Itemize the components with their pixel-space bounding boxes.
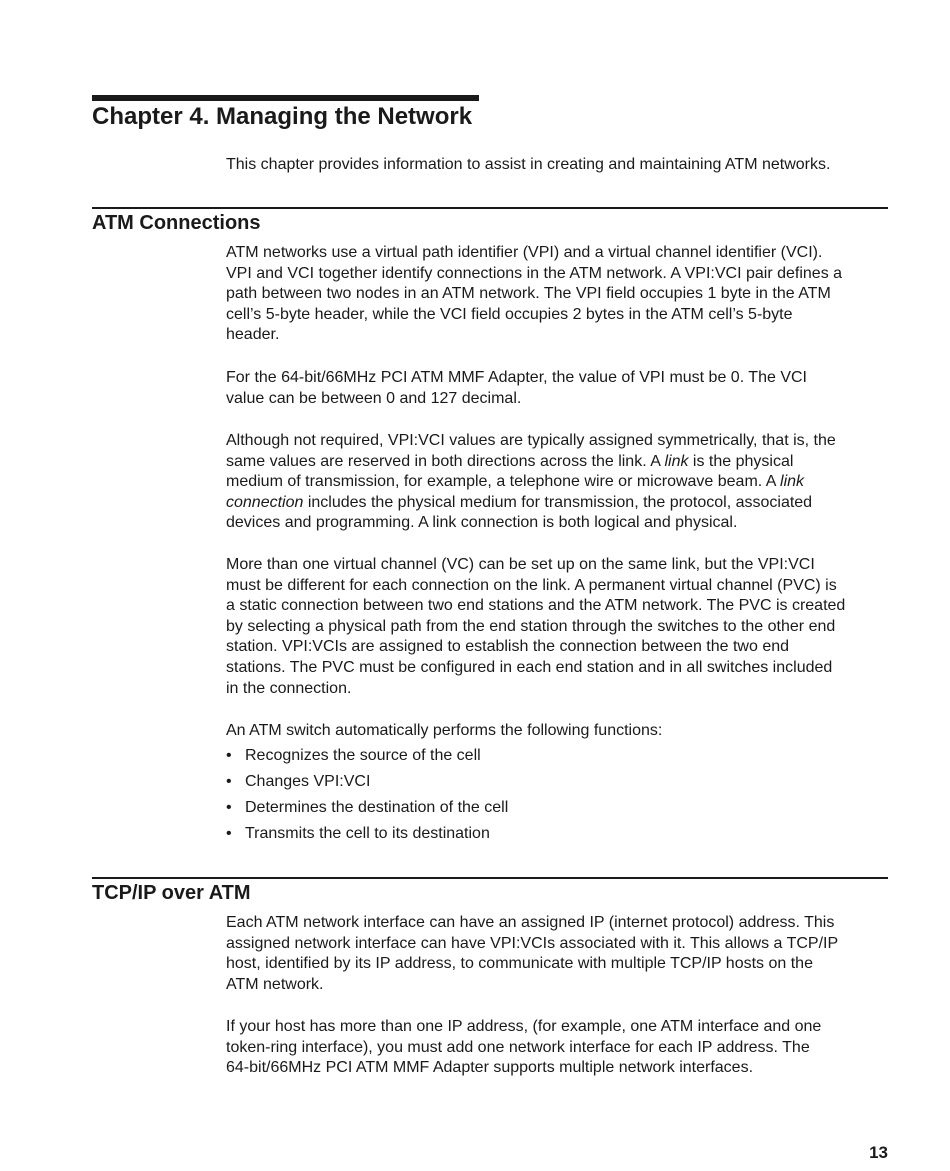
- list-item: [226, 772, 508, 798]
- text-line: stations. The PVC must be configured in each end station and in all switches included: [226, 658, 833, 676]
- tcpip-paragraph-1: [226, 913, 890, 995]
- text-line: VPI and VCI together identify connections in the ATM network. A VPI:VCI pair defines a: [226, 264, 843, 282]
- atm-connections-paragraph-2: [226, 368, 890, 409]
- text-line: by selecting a physical path from the end station through the switches to the other end: [226, 617, 836, 635]
- text-run: includes the physical medium for transmission, the protocol, associated: [303, 493, 813, 511]
- term-link-connection-part-1: link: [780, 473, 805, 491]
- text-line: If your host has more than one IP address, (for example, one ATM interface and one: [226, 1018, 822, 1035]
- page-number: 13: [869, 1143, 888, 1162]
- section-title-atm-connections: ATM Connections: [92, 212, 261, 234]
- atm-switch-functions-intro: [226, 721, 890, 742]
- list-item: [226, 824, 508, 850]
- text-line: station. VPI:VCIs are assigned to establish the connection between the two end: [226, 638, 790, 656]
- tcpip-paragraph-2: [226, 1017, 890, 1079]
- bullet-icon: •: [226, 825, 232, 842]
- term-link: link: [664, 452, 689, 470]
- section-rule-tcpip-over-atm: [92, 877, 888, 879]
- list-item: [226, 798, 508, 824]
- section-rule-atm-connections: [92, 207, 888, 209]
- text-line: must be different for each connection on the link. A permanent virtual channel (PVC) is: [226, 576, 837, 594]
- text-run: same values are reserved in both directions across the link. A: [226, 452, 665, 470]
- atm-switch-functions-list: [226, 746, 508, 850]
- text-line: [226, 452, 890, 473]
- text-run: medium of transmission, for example, a telephone wire or microwave beam. A: [226, 473, 781, 491]
- section-title-tcpip-over-atm: TCP/IP over ATM: [92, 882, 251, 904]
- text-line: value can be between 0 and 127 decimal.: [226, 389, 522, 407]
- bullet-icon: •: [226, 747, 232, 764]
- atm-connections-paragraph-1: [226, 243, 890, 346]
- term-link-connection-part-2: connection: [226, 493, 304, 511]
- text-line: 64-bit/66MHz PCI ATM MMF Adapter supports multiple network interfaces.: [226, 1059, 754, 1077]
- text-line: devices and programming. A link connection is both logical and physical.: [226, 514, 738, 532]
- text-run: is the physical: [688, 452, 794, 470]
- list-item-text: Changes VPI:VCI: [245, 773, 371, 790]
- text-line: [226, 493, 890, 514]
- text-line: Although not required, VPI:VCI values are typically assigned symmetrically, that is, the: [226, 432, 836, 449]
- text-line: a static connection between two end stations and the ATM network. The PVC is created: [226, 597, 846, 615]
- chapter-intro: This chapter provides information to assist in creating and maintaining ATM networks.: [226, 156, 831, 173]
- list-item-text: Transmits the cell to its destination: [245, 825, 490, 842]
- text-line: host, identified by its IP address, to communicate with multiple TCP/IP hosts on the: [226, 955, 813, 973]
- text-line: [226, 472, 890, 493]
- list-item: [226, 746, 508, 772]
- text-line: assigned network interface can have VPI:VCIs associated with it. This allows a TCP/IP: [226, 934, 839, 952]
- text-line: header.: [226, 326, 280, 344]
- bullet-icon: •: [226, 773, 232, 790]
- text-line: cell’s 5-byte header, while the VCI field occupies 2 bytes in the ATM cell’s 5-byte: [226, 305, 793, 323]
- atm-connections-paragraph-3: [226, 431, 890, 534]
- text-line: Each ATM network interface can have an assigned IP (internet protocol) address. This: [226, 914, 835, 931]
- text-line: ATM network.: [226, 975, 324, 993]
- text-line: path between two nodes in an ATM network. The VPI field occupies 1 byte in the ATM: [226, 285, 831, 303]
- text-line: More than one virtual channel (VC) can be set up on the same link, but the VPI:VCI: [226, 556, 815, 573]
- text-line: ATM networks use a virtual path identifier (VPI) and a virtual channel identifier (VCI).: [226, 244, 823, 261]
- chapter-title: Chapter 4. Managing the Network: [92, 103, 473, 130]
- list-item-text: Determines the destination of the cell: [245, 799, 509, 816]
- text-line: in the connection.: [226, 679, 352, 697]
- text-line: For the 64-bit/66MHz PCI ATM MMF Adapter, the value of VPI must be 0. The VCI: [226, 369, 807, 386]
- atm-connections-paragraph-4: [226, 555, 890, 699]
- list-item-text: Recognizes the source of the cell: [245, 747, 481, 764]
- text-line: An ATM switch automatically performs the following functions:: [226, 722, 663, 739]
- bullet-icon: •: [226, 799, 232, 816]
- text-line: token-ring interface), you must add one network interface for each IP address. The: [226, 1038, 810, 1056]
